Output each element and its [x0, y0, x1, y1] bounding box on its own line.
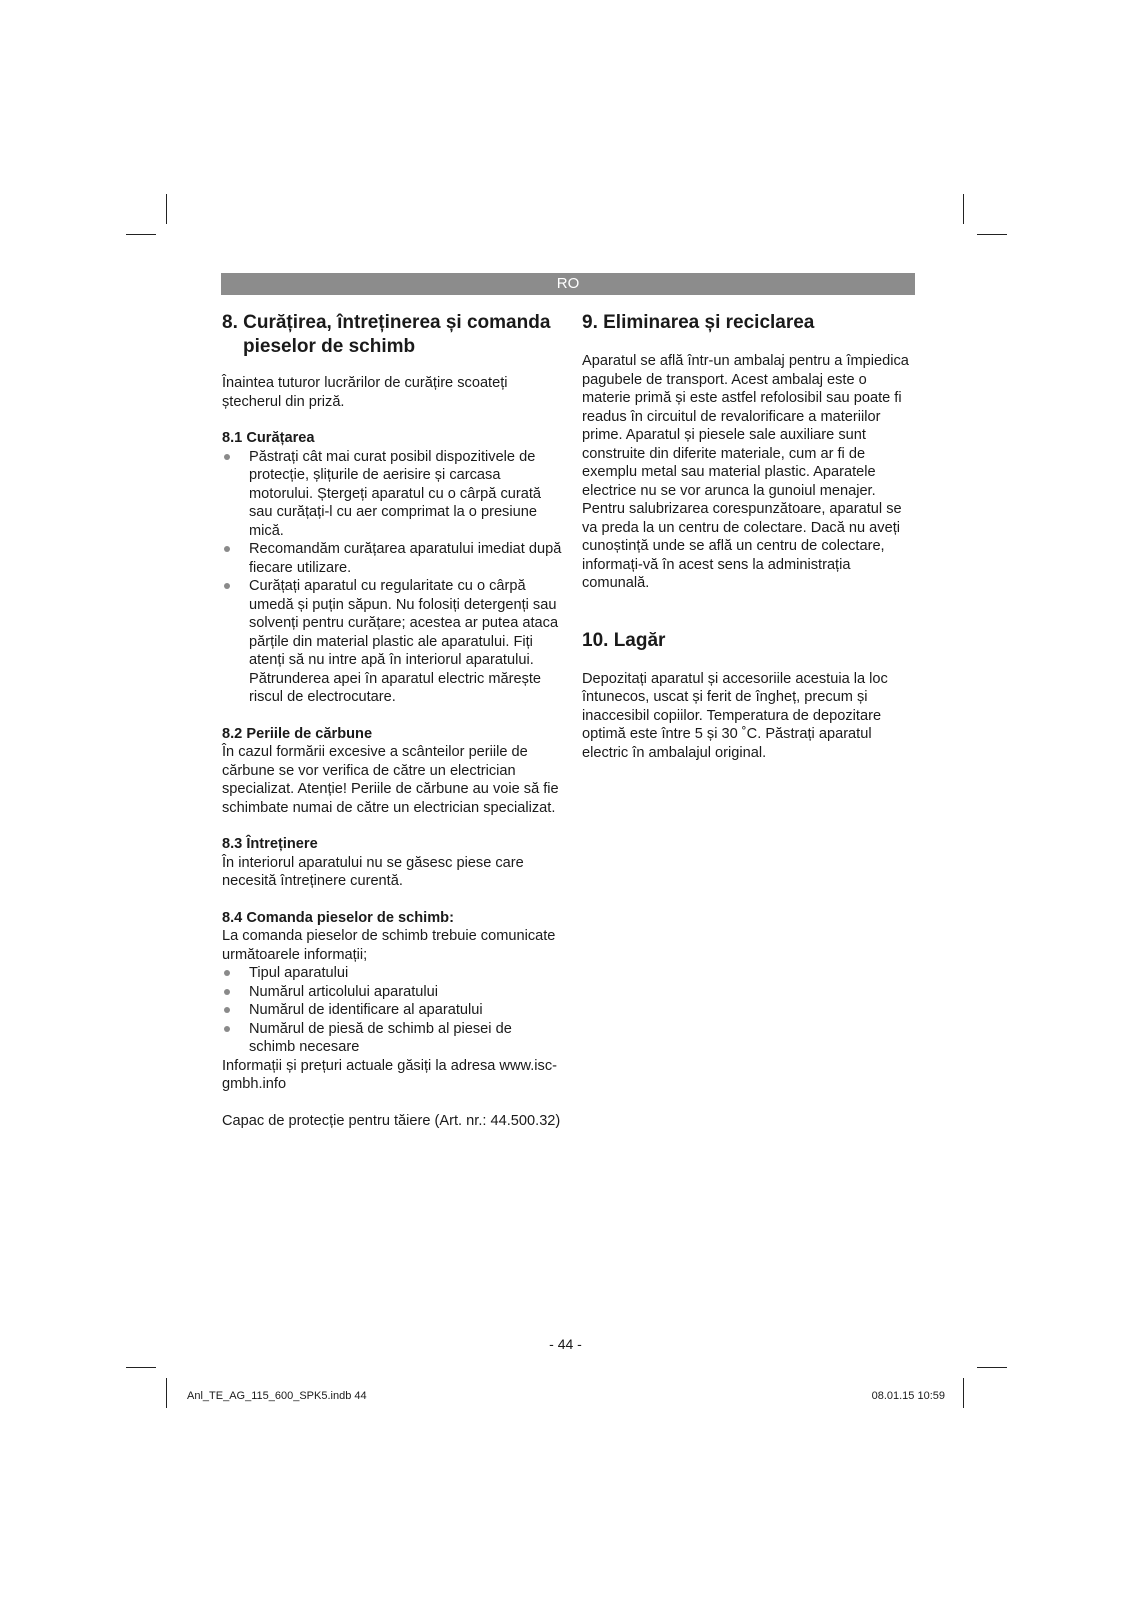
section-10-title: 10. Lagăr — [582, 629, 666, 651]
page-number: - 44 - — [549, 1336, 582, 1352]
section-8-2-text: În cazul formării excesive a scânteilor periile de cărbune se vor verifica de către un electrician specializat. Atenție! Periile de cărbune au voie să fie schimbate numai de către un electrician specializat. — [222, 744, 559, 816]
list-item: Curățați aparatul cu regularitate cu o cârpă umedă și puțin săpun. Nu folosiți detergenți sau solvenți pentru curățare; acestea ar putea ataca părțile din material plastic ale aparatului. Fiți atenți să nu intre apă în interiorul aparatului. Pătrunderea apei în aparatul electric mărește riscul de electrocutare. — [222, 577, 562, 707]
crop-mark-top-left-h — [126, 234, 156, 235]
list-item: Păstrați cât mai curat posibil dispozitivele de protecție, șlițurile de aerisire și carcasa motorului. Ștergeți aparatul cu o cârpă curată sau curățați-l cu aer comprimat la o presiune mică. — [222, 448, 562, 541]
section-9-title: 9. Eliminarea și reciclarea — [582, 312, 815, 333]
section-8-title — [222, 311, 562, 359]
section-10-text: Depozitați aparatul și accesoriile acestuia la loc întunecos, uscat și ferit de îngheț, precum și inaccesibil copiilor. Temperatura de depozitare optimă este între 5 și 30 ˚C. Păstrați aparatul electric în ambalajul original. — [582, 670, 888, 761]
section-8-1-title: 8.1 Curățarea — [222, 430, 315, 446]
list-item: Numărul de identificare al aparatului — [222, 1001, 562, 1020]
crop-mark-top-left-v — [166, 194, 167, 224]
section-8-intro: Înaintea tuturor lucrărilor de curățire scoateți ștecherul din priză. — [222, 375, 508, 410]
section-8-title-line2: pieselor de schimb — [243, 336, 416, 357]
list-item: Recomandăm curățarea aparatului imediat după fiecare utilizare. — [222, 540, 562, 577]
crop-mark-bottom-right-v — [963, 1378, 964, 1408]
list-item: Numărul articolului aparatului — [222, 983, 562, 1002]
section-8-3-title: 8.3 Întreținere — [222, 836, 318, 852]
file-slug: Anl_TE_AG_115_600_SPK5.indb 44 — [187, 1390, 367, 1402]
list-item: Tipul aparatului — [222, 964, 562, 983]
crop-mark-top-right-v — [963, 194, 964, 224]
section-8-2-title: 8.2 Periile de cărbune — [222, 725, 373, 742]
language-header-bar — [221, 273, 915, 295]
section-8-4-cap: Capac de protecție pentru tăiere (Art. nr.: 44.500.32) — [222, 1112, 561, 1129]
language-code: RO — [556, 275, 580, 292]
crop-mark-bottom-left-h — [126, 1367, 156, 1368]
section-8-4-info: Informații și prețuri actuale găsiți la adresa www.isc-gmbh.info — [222, 1057, 557, 1092]
crop-mark-bottom-right-h — [977, 1367, 1007, 1368]
right-column — [582, 311, 915, 762]
date-slug: 08.01.15 10:59 — [871, 1390, 945, 1402]
left-column — [222, 311, 562, 1130]
section-8-1-list — [222, 448, 562, 707]
section-8-4-intro: La comanda pieselor de schimb trebuie comunicate următoarele informații; — [222, 928, 556, 963]
list-item: Numărul de piesă de schimb al piesei de schimb necesare — [222, 1020, 562, 1057]
section-8-4-list — [222, 964, 562, 1057]
section-8-3-text: În interiorul aparatului nu se găsesc piese care necesită întreținere curentă. — [222, 854, 524, 889]
crop-mark-bottom-left-v — [166, 1378, 167, 1408]
section-9-text: Aparatul se află într-un ambalaj pentru a împiedica pagubele de transport. Acest ambalaj este o materie primă și este astfel refolosibil sau poate fi readus în circuitul de revalorificare a materiilor prime. Aparatul și piesele sale auxiliare sunt construite din diferite materiale, cum ar fi de exemplu metal sau material plastic. Aparatele electrice nu se vor arunca la gunoiul menajer. Pentru salubrizarea corespunzătoare, aparatul se va preda la un centru de colectare. Dacă nu aveți cunoștință unde se află un centru de colectare, informați-vă în acest sens la administrația comunală. — [582, 353, 909, 591]
crop-mark-top-right-h — [977, 234, 1007, 235]
section-8-4-title: 8.4 Comanda pieselor de schimb: — [222, 909, 454, 926]
section-8-title-line1: 8. Curățirea, întreținerea și comanda — [222, 312, 551, 333]
